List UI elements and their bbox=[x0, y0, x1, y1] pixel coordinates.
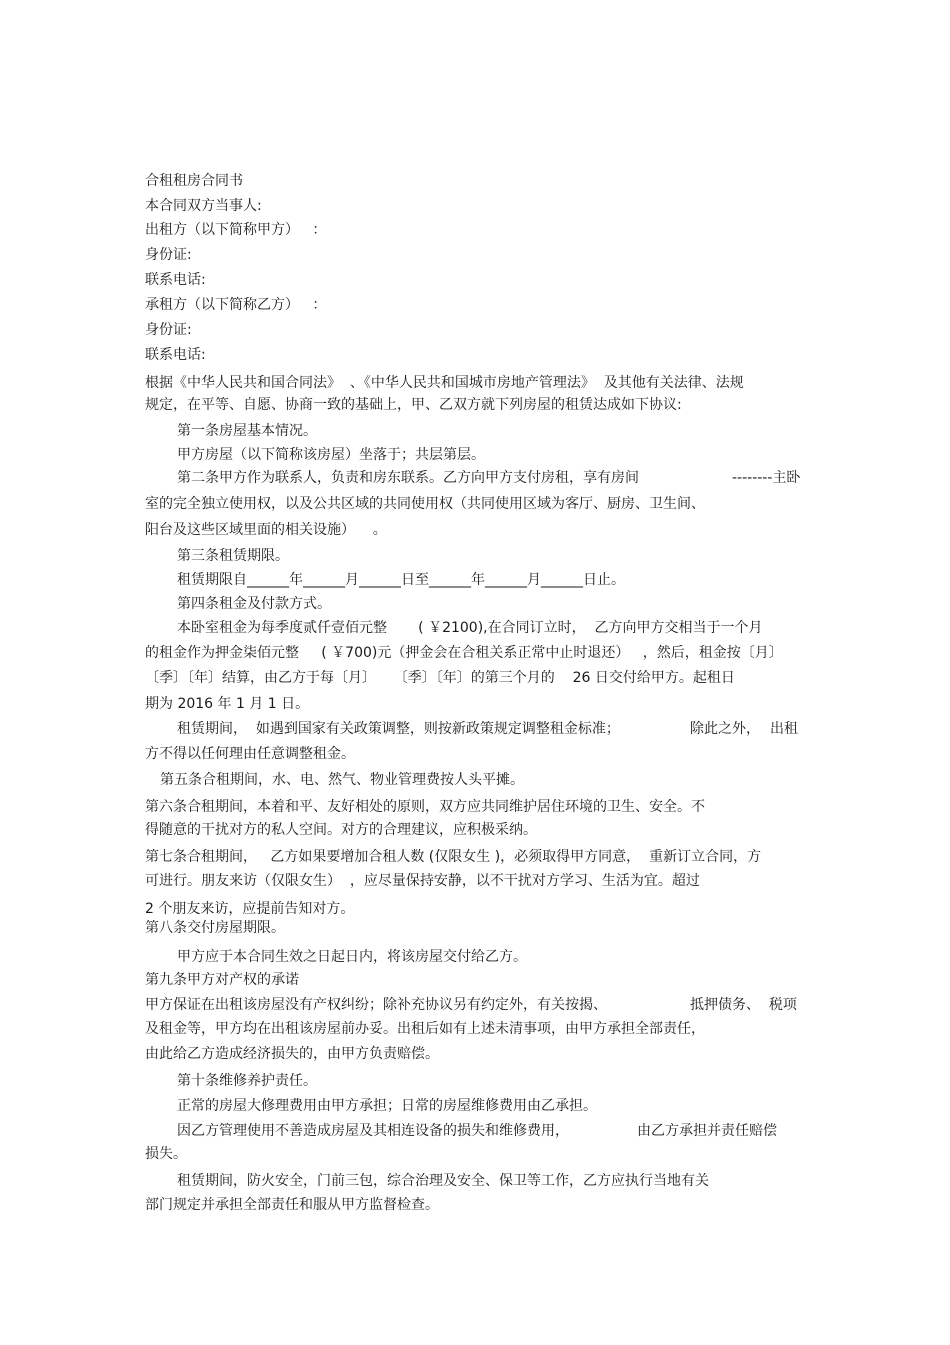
article-6-line: 第六条合租期间，本着和平、友好相处的原则，双方应共同维护居住环境的卫生、安全。不 bbox=[145, 799, 705, 815]
article-4-line: 期为 2016 年 1 月 1 日。 bbox=[145, 696, 310, 712]
lessee-label: 承租方（以下简称乙方） ： bbox=[145, 297, 327, 313]
lessor-phone: 联系电话: bbox=[145, 272, 206, 288]
parties-header: 本合同双方当事人: bbox=[145, 198, 262, 214]
article-9-line: 及租金等，甲方均在出租该房屋前办妥。出租后如有上述未清事项，由甲方承担全部责任， bbox=[145, 1021, 705, 1037]
article-8-title: 第八条交付房屋期限。 bbox=[145, 920, 285, 936]
article-9-line: 甲方保证在出租该房屋没有产权纠纷；除补充协议另有约定外，有关按揭、 bbox=[145, 997, 607, 1013]
article-9-title: 第九条甲方对产权的承诺 bbox=[145, 972, 299, 988]
article-10-damage-line: 损失。 bbox=[145, 1146, 187, 1162]
article-10-safety-line: 部门规定并承担全部责任和服从甲方监督检查。 bbox=[145, 1197, 439, 1213]
article-6-line: 得随意的干扰对方的私人空间。对方的合理建议，应积极采纳。 bbox=[145, 822, 537, 838]
article-10-body: 正常的房屋大修理费用由甲方承担；日常的房屋维修费用由乙承担。 bbox=[177, 1098, 597, 1114]
article-7-line: 第七条合租期间， 乙方如果要增加合租人数 (仅限女生 )，必须取得甲方同意， 重新订立合同，方 bbox=[145, 849, 762, 865]
preamble-line: 根据《中华人民共和国合同法》 、《中华人民共和国城市房地产管理法》 及其他有关法律、法规 bbox=[145, 375, 744, 391]
article-4-title: 第四条租金及付款方式。 bbox=[177, 596, 331, 612]
preamble-line: 规定，在平等、自愿、协商一致的基础上，甲、乙双方就下列房屋的租赁达成如下协议: bbox=[145, 397, 682, 413]
article-10-safety-line: 租赁期间，防火安全，门前三包，综合治理及安全、保卫等工作，乙方应执行当地有关 bbox=[177, 1173, 709, 1189]
article-2-line-tail: --------主卧 bbox=[732, 470, 801, 486]
article-3-title: 第三条租赁期限。 bbox=[177, 548, 289, 564]
rent-adjust-line: 租赁期间， 如遇到国家有关政策调整，则按新政策规定调整租金标准； bbox=[177, 721, 620, 737]
rent-adjust-line: 方不得以任何理由任意调整租金。 bbox=[145, 746, 355, 762]
article-2-line: 阳台及这些区域里面的相关设施） 。 bbox=[145, 522, 387, 538]
document-title: 合租租房合同书 bbox=[145, 173, 243, 189]
article-1-title: 第一条房屋基本情况。 bbox=[177, 423, 317, 439]
lessee-id: 身份证: bbox=[145, 322, 192, 338]
lessor-label: 出租方（以下简称甲方） ： bbox=[145, 222, 327, 238]
article-7-line: 可进行。朋友来访（仅限女生） ，应尽量保持安静，以不干扰对方学习、生活为宜。超过 bbox=[145, 873, 700, 889]
lessee-phone: 联系电话: bbox=[145, 347, 206, 363]
article-5: 第五条合租期间，水、电、然气、物业管理费按人头平摊。 bbox=[160, 772, 524, 788]
article-10-damage-tail: 由乙方承担并责任赔偿 bbox=[637, 1123, 777, 1139]
article-10-title: 第十条维修养护责任。 bbox=[177, 1073, 317, 1089]
article-7-line: 2 个朋友来访，应提前告知对方。 bbox=[145, 901, 355, 917]
article-4-line: 的租金作为押金柒佰元整 ( ￥700)元（押金会在合租关系正常中止时退还） ，然后，租金按〔月〕 bbox=[145, 645, 783, 661]
article-4-line: 〔季〕〔年〕结算，由乙方于每〔月〕 〔季〕〔年〕的第三个月的 26 日交付给甲方。起租日 bbox=[145, 670, 735, 686]
article-2-line: 室的完全独立使用权，以及公共区域的共同使用权（共同使用区域为客厅、厨房、卫生间、 bbox=[145, 496, 705, 512]
article-10-damage-line: 因乙方管理使用不善造成房屋及其相连设备的损失和维修费用， bbox=[177, 1123, 569, 1139]
lessor-id: 身份证: bbox=[145, 247, 192, 263]
article-2-line: 第二条甲方作为联系人，负责和房东联系。乙方向甲方支付房租，享有房间 bbox=[177, 470, 639, 486]
article-9-line-tail: 抵押债务、 税项 bbox=[690, 997, 797, 1013]
article-3-body: 租赁期限自______年______月______日至______年______月______日止。 bbox=[177, 572, 625, 588]
rent-adjust-tail: 出租 bbox=[770, 721, 798, 737]
article-4-line: 本卧室租金为每季度贰仟壹佰元整 ( ￥2100),在合同订立时， 乙方向甲方交相当于一个月 bbox=[177, 620, 763, 636]
article-1-body: 甲方房屋（以下简称该房屋）坐落于；共层第层。 bbox=[177, 447, 485, 463]
rent-adjust-mid: 除此之外， bbox=[690, 721, 760, 737]
article-9-line: 由此给乙方造成经济损失的，由甲方负责赔偿。 bbox=[145, 1046, 439, 1062]
article-8-body: 甲方应于本合同生效之日起日内，将该房屋交付给乙方。 bbox=[177, 949, 527, 965]
